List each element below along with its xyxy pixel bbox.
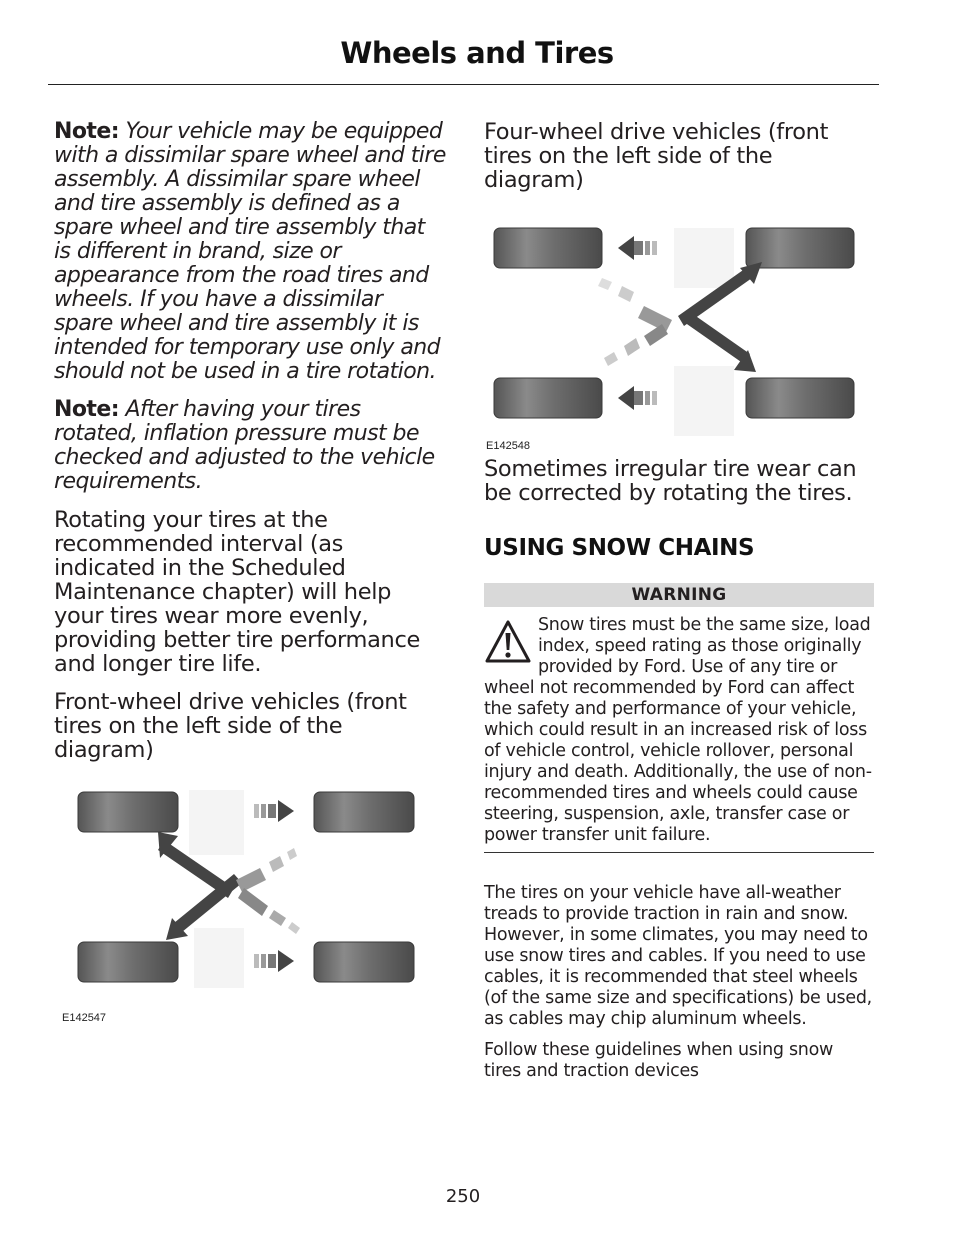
note-label: Note: bbox=[54, 397, 120, 422]
tire-front-bottom bbox=[494, 378, 602, 418]
arrow-rear-to-front-top bbox=[254, 800, 294, 822]
arrow-rear-to-front-bottom bbox=[254, 950, 294, 972]
warning-text: Snow tires must be the same size, load index, speed rating as those originally provided by Ford. Use of any tire or wheel not recommended by Ford can affect the safety and performance of your vehicle, which could result in an increased risk of loss of vehicle control, vehicle rollover, personal injury and death. Additionally, the use of non-recommended tires and wheels could cause steering, suspension, axle, transfer case or power transfer unit failure. bbox=[484, 615, 872, 845]
tire-rear-top bbox=[314, 792, 414, 832]
note-spare-wheel bbox=[54, 120, 446, 384]
arrow-diagonal-to-bottom bbox=[684, 312, 756, 372]
arrow-front-to-rear-top bbox=[618, 236, 657, 260]
4wd-rotation-graphic bbox=[484, 226, 864, 441]
fwd-rotation-diagram bbox=[54, 788, 434, 1033]
section-heading-snow-chains: USING SNOW CHAINS bbox=[484, 535, 755, 561]
dashed-crossing bbox=[236, 848, 300, 934]
page-title: Wheels and Tires bbox=[340, 36, 614, 70]
guidelines-paragraph: Follow these guidelines when using snow tires and traction devices bbox=[484, 1040, 834, 1081]
page-number: 250 bbox=[445, 1186, 481, 1207]
4wd-rotation-diagram bbox=[484, 226, 864, 471]
arrow-front-to-rear-bottom bbox=[618, 386, 657, 410]
4wd-caption: Four-wheel drive vehicles (front tires on the left side of the diagram) bbox=[484, 119, 829, 193]
tire-front-top bbox=[494, 228, 602, 268]
fwd-caption: Front-wheel drive vehicles (front tires on the left side of the diagram) bbox=[54, 689, 407, 763]
rotation-paragraph: Rotating your tires at the recommended interval (as indicated in the Scheduled Maintenance chapter) will help your tires wear more evenly, providing better tire performance and longer tire life. bbox=[54, 507, 420, 677]
tire-rear-bottom bbox=[314, 942, 414, 982]
tire-rear-top bbox=[746, 228, 854, 268]
note-label: Note: bbox=[54, 119, 120, 144]
figure-code: E142547 bbox=[62, 1012, 107, 1024]
tire-front-top bbox=[78, 792, 178, 832]
warning-box bbox=[484, 583, 874, 853]
note-text: Your vehicle may be equipped with a dissimilar spare wheel and tire assembly. A dissimilar spare wheel and tire assembly is defined as a spare wheel and tire assembly that is different in brand, size or appearance from the road tires and wheels. If you have a dissimilar spare wheel and tire assembly it is intended for temporary use only and should not be used in a tire rotation. bbox=[54, 119, 446, 384]
note-text: After having your tires rotated, inflation pressure must be checked and adjusted to the vehicle requirements. bbox=[54, 397, 435, 494]
all-weather-paragraph: The tires on your vehicle have all-weather treads to provide traction in rain and snow. However, in some climates, you may need to use snow tires and cables. If you need to use cables, it is recommended that steel wheels (of the same size and specifications) be used, as cables may chip aluminum wheels. bbox=[484, 883, 872, 1029]
fwd-rotation-graphic bbox=[54, 788, 434, 1003]
tire-rear-bottom bbox=[746, 378, 854, 418]
warning-title: WARNING bbox=[484, 583, 874, 607]
irregular-wear-paragraph: Sometimes irregular tire wear can be corrected by rotating the tires. bbox=[484, 456, 857, 506]
figure-code: E142548 bbox=[486, 440, 531, 452]
right-column bbox=[484, 120, 874, 1092]
warning-triangle-icon bbox=[484, 619, 532, 665]
header-divider bbox=[48, 84, 879, 85]
tire-front-bottom bbox=[78, 942, 178, 982]
warning-body bbox=[484, 607, 874, 853]
note-inflation bbox=[54, 398, 446, 494]
dashed-crossing bbox=[598, 278, 672, 366]
left-column bbox=[54, 120, 446, 1033]
